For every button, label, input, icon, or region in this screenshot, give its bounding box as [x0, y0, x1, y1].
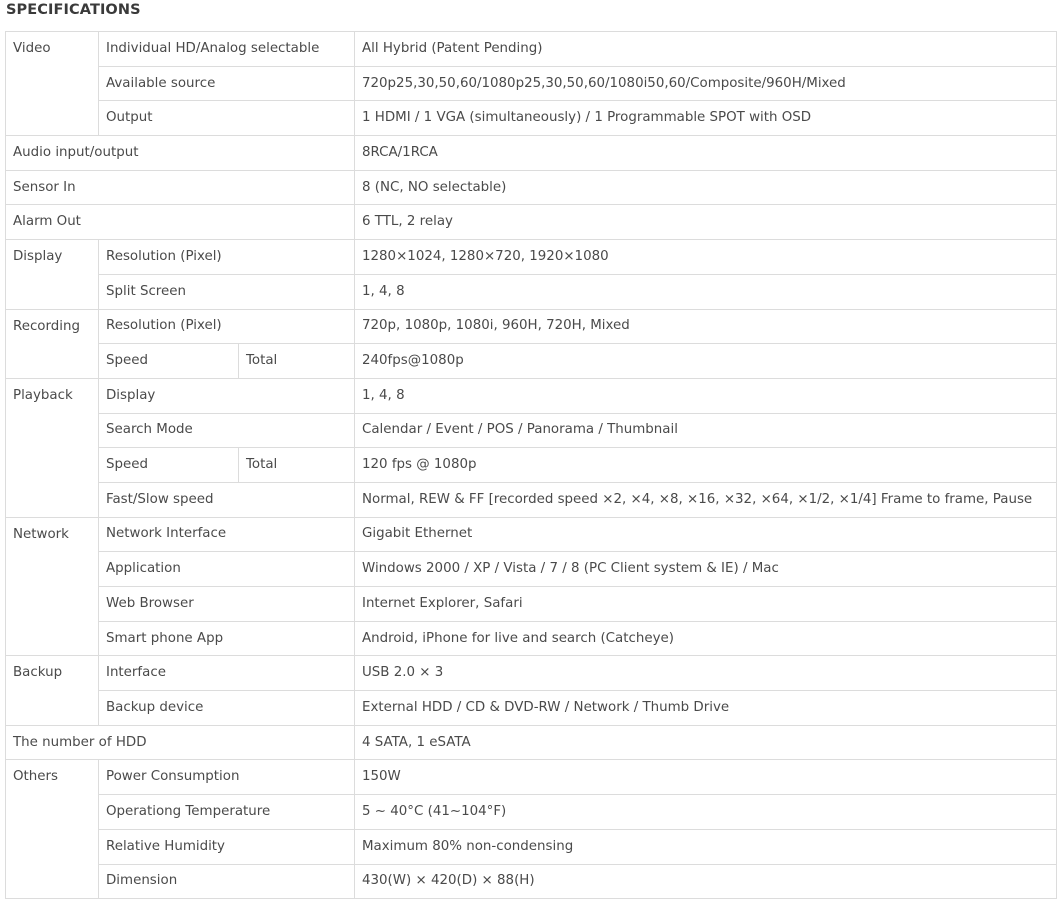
spec-value: 120 fps @ 1080p — [355, 448, 1057, 483]
spec-value: 4 SATA, 1 eSATA — [355, 725, 1057, 760]
table-row — [6, 136, 1057, 171]
category-recording: Recording — [6, 309, 99, 378]
table-row — [6, 66, 1057, 101]
page-title: SPECIFICATIONS — [6, 2, 141, 18]
category-backup: Backup — [6, 656, 99, 725]
table-row — [6, 101, 1057, 136]
spec-label: Network Interface — [99, 517, 355, 552]
table-row — [6, 829, 1057, 864]
category-display: Display — [6, 240, 99, 309]
table-row — [6, 760, 1057, 795]
spec-value: 1, 4, 8 — [355, 378, 1057, 413]
spec-value: 8RCA/1RCA — [355, 136, 1057, 171]
spec-value: Maximum 80% non-condensing — [355, 829, 1057, 864]
spec-label: Fast/Slow speed — [99, 482, 355, 517]
table-row — [6, 621, 1057, 656]
spec-label: Individual HD/Analog selectable — [99, 32, 355, 67]
table-row — [6, 170, 1057, 205]
category-others: Others — [6, 760, 99, 899]
spec-value: 150W — [355, 760, 1057, 795]
table-row — [6, 344, 1057, 379]
table-row — [6, 795, 1057, 830]
table-row — [6, 32, 1057, 67]
spec-label: Dimension — [99, 864, 355, 899]
spec-value: Normal, REW & FF [recorded speed ×2, ×4, ×8, ×16, ×32, ×64, ×1/2, ×1/4] Frame to frame, Pause — [355, 482, 1057, 517]
spec-value: 720p, 1080p, 1080i, 960H, 720H, Mixed — [355, 309, 1057, 344]
category-video: Video — [6, 32, 99, 136]
spec-value: Internet Explorer, Safari — [355, 587, 1057, 622]
spec-label: Speed — [99, 448, 239, 483]
spec-value: Calendar / Event / POS / Panorama / Thumbnail — [355, 413, 1057, 448]
spec-label: Display — [99, 378, 355, 413]
table-row — [6, 413, 1057, 448]
spec-value: 8 (NC, NO selectable) — [355, 170, 1057, 205]
spec-label: Smart phone App — [99, 621, 355, 656]
spec-value: 6 TTL, 2 relay — [355, 205, 1057, 240]
category-network: Network — [6, 517, 99, 656]
spec-value: 720p25,30,50,60/1080p25,30,50,60/1080i50,60/Composite/960H/Mixed — [355, 66, 1057, 101]
spec-label: Split Screen — [99, 274, 355, 309]
table-row — [6, 656, 1057, 691]
spec-label: Resolution (Pixel) — [99, 240, 355, 275]
spec-value: 1 HDMI / 1 VGA (simultaneously) / 1 Programmable SPOT with OSD — [355, 101, 1057, 136]
spec-sublabel: Total — [239, 344, 355, 379]
specifications-table — [5, 31, 1057, 899]
spec-value: 240fps@1080p — [355, 344, 1057, 379]
spec-label: Operationg Temperature — [99, 795, 355, 830]
spec-label: Power Consumption — [99, 760, 355, 795]
table-row — [6, 552, 1057, 587]
spec-value: 1280×1024, 1280×720, 1920×1080 — [355, 240, 1057, 275]
spec-value: 1, 4, 8 — [355, 274, 1057, 309]
spec-value: Windows 2000 / XP / Vista / 7 / 8 (PC Client system & IE) / Mac — [355, 552, 1057, 587]
spec-label: Resolution (Pixel) — [99, 309, 355, 344]
spec-label: Relative Humidity — [99, 829, 355, 864]
spec-value: All Hybrid (Patent Pending) — [355, 32, 1057, 67]
table-row — [6, 691, 1057, 726]
spec-value: USB 2.0 × 3 — [355, 656, 1057, 691]
table-row — [6, 378, 1057, 413]
table-row — [6, 448, 1057, 483]
spec-label: Backup device — [99, 691, 355, 726]
category-hdd-count: The number of HDD — [6, 725, 355, 760]
table-row — [6, 274, 1057, 309]
spec-label: Interface — [99, 656, 355, 691]
spec-value: External HDD / CD & DVD-RW / Network / Thumb Drive — [355, 691, 1057, 726]
category-alarm-out: Alarm Out — [6, 205, 355, 240]
category-audio: Audio input/output — [6, 136, 355, 171]
spec-value: 430(W) × 420(D) × 88(H) — [355, 864, 1057, 899]
spec-value: Android, iPhone for live and search (Catcheye) — [355, 621, 1057, 656]
spec-label: Search Mode — [99, 413, 355, 448]
category-sensor-in: Sensor In — [6, 170, 355, 205]
table-row — [6, 725, 1057, 760]
spec-label: Available source — [99, 66, 355, 101]
table-row — [6, 587, 1057, 622]
table-row — [6, 482, 1057, 517]
spec-label: Output — [99, 101, 355, 136]
spec-value: 5 ~ 40°C (41~104°F) — [355, 795, 1057, 830]
category-playback: Playback — [6, 378, 99, 517]
table-row — [6, 240, 1057, 275]
table-row — [6, 205, 1057, 240]
spec-value: Gigabit Ethernet — [355, 517, 1057, 552]
spec-sublabel: Total — [239, 448, 355, 483]
table-row — [6, 309, 1057, 344]
spec-label: Application — [99, 552, 355, 587]
table-row — [6, 517, 1057, 552]
spec-label: Speed — [99, 344, 239, 379]
spec-label: Web Browser — [99, 587, 355, 622]
table-row — [6, 864, 1057, 899]
